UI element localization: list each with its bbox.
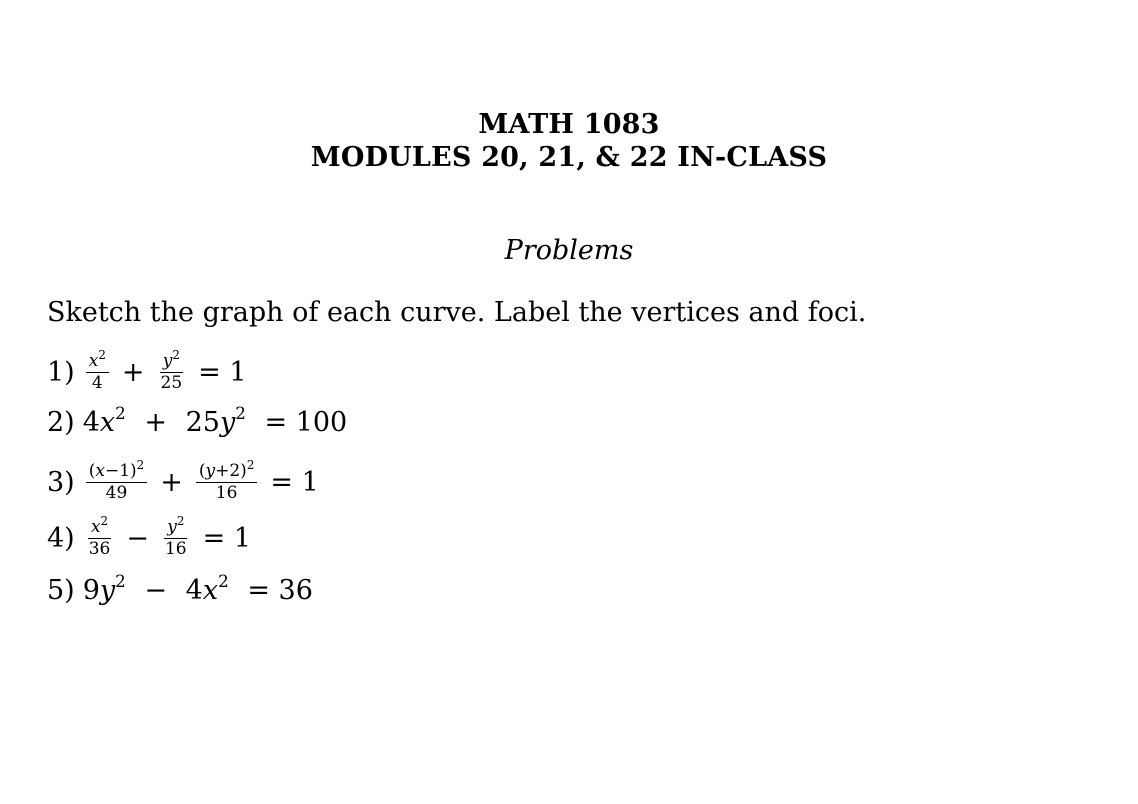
problem-4 — [47, 513, 252, 559]
problem-5 — [47, 570, 313, 607]
problem-number: 2) — [47, 407, 75, 438]
problem-number: 4) — [47, 523, 75, 554]
rhs: = 1 — [202, 523, 252, 554]
section-title: Problems — [504, 235, 634, 266]
fraction: $\frac{x^2}{4}$ — [86, 352, 109, 393]
problem-3 — [47, 457, 319, 503]
course-title: MATH 1083 — [478, 109, 660, 140]
fraction: $\frac{x^2}{36}$ — [88, 513, 111, 559]
problem-1 — [47, 347, 247, 393]
instructions: Sketch the graph of each curve. Label the vertices and foci. — [47, 297, 867, 328]
rhs: = 1 — [270, 467, 319, 498]
problem-2 — [47, 402, 348, 439]
problem-number: 3) — [47, 467, 75, 498]
fraction: $\frac{(x-1)^2}{49}$ — [86, 462, 148, 503]
operator: − — [126, 523, 149, 554]
rhs: = 1 — [198, 357, 247, 388]
problem-number: 1) — [47, 357, 75, 388]
fraction: $\frac{y^2}{25}$ — [160, 347, 183, 393]
problem-number: 5) — [47, 575, 75, 606]
fraction: $\frac{y^2}{16}$ — [164, 513, 187, 559]
fraction: $\frac{(y+2)^2}{16}$ — [196, 462, 258, 503]
worksheet-subtitle: MODULES 20, 21, & 22 IN-CLASS — [310, 142, 828, 173]
equation: $4x^2 + 25y^2 = 100$ — [82, 402, 348, 438]
operator: + — [121, 357, 145, 388]
equation: $9y^2 - 4x^2 = 36$ — [82, 570, 313, 606]
operator: + — [160, 467, 183, 498]
